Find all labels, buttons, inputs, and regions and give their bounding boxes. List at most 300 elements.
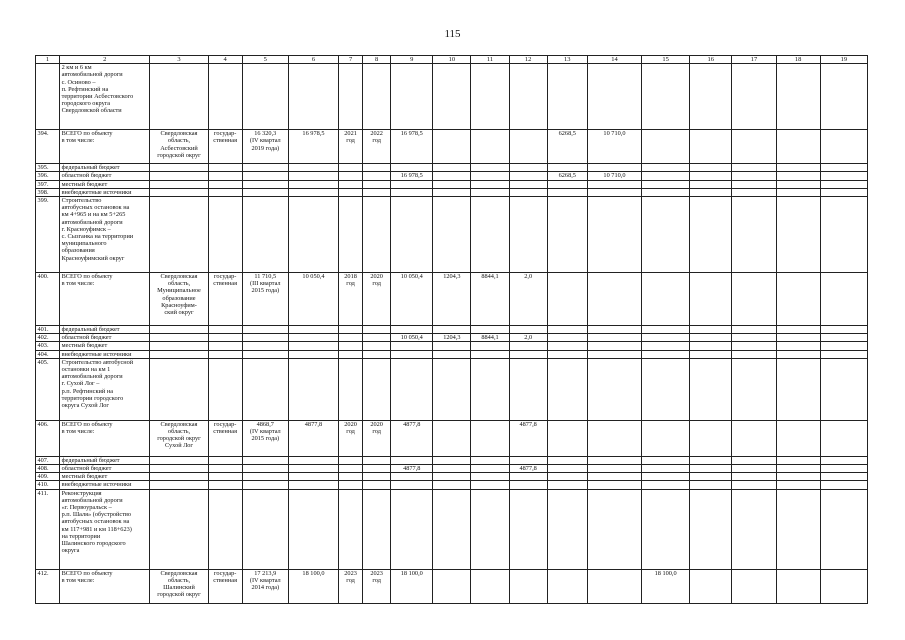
table-cell [820,473,867,481]
table-cell [820,334,867,342]
table-cell [433,130,471,164]
table-cell [587,569,641,603]
column-header: 18 [776,56,820,64]
table-cell: 2021 год [339,130,363,164]
table-cell [642,172,690,180]
table-cell: 6268,5 [547,172,587,180]
column-header: 7 [339,56,363,64]
table-cell [587,465,641,473]
table-cell [433,481,471,489]
table-cell [471,489,509,569]
table-cell [820,456,867,464]
table-cell [391,350,433,358]
column-header: 8 [363,56,391,64]
table-cell [208,481,242,489]
table-cell: 2023 год [339,569,363,603]
table-cell [509,489,547,569]
table-cell [391,180,433,188]
table-cell [288,481,338,489]
table-cell [471,326,509,334]
table-cell [208,326,242,334]
table-cell: государ- ственная [208,420,242,456]
table-cell [363,164,391,172]
row-number-cell: 399. [36,197,60,273]
table-cell [642,358,690,420]
table-cell [208,188,242,196]
table-cell [288,456,338,464]
table-cell [208,197,242,273]
table-cell [150,334,208,342]
table-cell [363,489,391,569]
table-cell [242,334,288,342]
table-cell [642,489,690,569]
table-cell [690,334,732,342]
table-cell [509,350,547,358]
row-number-cell: 407. [36,456,60,464]
table-cell [242,188,288,196]
table-cell [547,350,587,358]
table-cell [509,473,547,481]
description-cell: Строительство автобусных остановок на км 4+965 и на км 5+265 автомобильной дороги г. Красноуфимск – с. Сызганка на территории муниципального образования Красноуфимский округ [60,197,150,273]
table-cell [776,273,820,326]
table-cell: 11 710,5 (III квартал 2015 года) [242,273,288,326]
table-cell [732,130,776,164]
column-header: 16 [690,56,732,64]
table-cell [433,188,471,196]
table-cell [776,489,820,569]
column-header: 1 [36,56,60,64]
table-cell [690,197,732,273]
table-cell [690,420,732,456]
table-cell [587,489,641,569]
table-cell [690,326,732,334]
table-cell [642,188,690,196]
table-cell [363,358,391,420]
table-cell [690,481,732,489]
row-number-cell: 404. [36,350,60,358]
table-cell [471,64,509,130]
table-cell: 8844,1 [471,273,509,326]
table-cell [547,420,587,456]
table-cell [547,164,587,172]
table-cell [471,473,509,481]
table-cell [242,64,288,130]
description-cell: местный бюджет [60,180,150,188]
table-cell [547,273,587,326]
table-cell [509,569,547,603]
table-cell [587,420,641,456]
table-cell [547,481,587,489]
column-header: 10 [433,56,471,64]
column-header: 12 [509,56,547,64]
table-cell [339,334,363,342]
table-cell [471,197,509,273]
table-cell [690,456,732,464]
table-cell: 2020 год [363,420,391,456]
table-cell [288,188,338,196]
table-cell [363,64,391,130]
table-cell [391,358,433,420]
table-cell [471,188,509,196]
table-cell [150,481,208,489]
row-number-cell: 410. [36,481,60,489]
table-cell [732,420,776,456]
investment-table [35,55,868,604]
row-number-cell: 412. [36,569,60,603]
table-cell [509,172,547,180]
table-cell [776,358,820,420]
row-number-cell: 401. [36,326,60,334]
table-cell [776,465,820,473]
description-cell: внебюджетные источники [60,481,150,489]
description-cell: ВСЕГО по объекту в том числе: [60,273,150,326]
table-cell [242,358,288,420]
table-cell [509,164,547,172]
column-header: 11 [471,56,509,64]
table-cell: 2022 год [363,130,391,164]
row-number-cell: 402. [36,334,60,342]
table-cell [690,465,732,473]
table-cell [288,197,338,273]
table-cell: 10 710,0 [587,172,641,180]
table-cell [820,164,867,172]
table-cell [547,489,587,569]
table-cell [433,64,471,130]
table-cell [732,188,776,196]
table-cell: 16 978,5 [391,130,433,164]
table-cell [150,172,208,180]
table-cell [471,456,509,464]
table-cell [587,188,641,196]
table-cell [391,326,433,334]
table-cell [776,350,820,358]
table-cell [820,465,867,473]
table-cell [732,64,776,130]
table-cell: 2023 год [363,569,391,603]
table-cell [150,489,208,569]
table-cell [339,180,363,188]
table-cell [363,188,391,196]
description-cell: ВСЕГО по объекту в том числе: [60,420,150,456]
table-cell [732,465,776,473]
table-cell: 16 320,3 (IV квартал 2019 года) [242,130,288,164]
column-header: 3 [150,56,208,64]
table-cell: 2018 год [339,273,363,326]
row-number-cell: 409. [36,473,60,481]
table-cell [776,130,820,164]
table-cell [242,456,288,464]
table-cell [339,489,363,569]
row-number-cell: 398. [36,188,60,196]
table-cell [471,465,509,473]
table-cell [391,164,433,172]
page-number: 115 [444,28,461,40]
table-cell [547,197,587,273]
table-cell [820,350,867,358]
table-cell [433,172,471,180]
table-cell [587,473,641,481]
table-cell [547,334,587,342]
table-cell [208,465,242,473]
table-cell [433,197,471,273]
table-cell [732,326,776,334]
table-row [36,473,868,481]
description-cell: федеральный бюджет [60,456,150,464]
column-header: 15 [642,56,690,64]
table-cell [433,465,471,473]
table-cell [208,164,242,172]
table-cell [208,456,242,464]
table-cell [150,465,208,473]
table-cell [690,342,732,350]
table-cell [509,64,547,130]
table-cell [150,180,208,188]
description-cell: ВСЕГО по объекту в том числе: [60,569,150,603]
table-cell [642,326,690,334]
table-cell [433,358,471,420]
table-cell [547,180,587,188]
table-cell [150,197,208,273]
table-cell [363,350,391,358]
table-cell [509,456,547,464]
table-cell [363,342,391,350]
table-cell [509,358,547,420]
table-cell [150,358,208,420]
table-cell [242,489,288,569]
table-cell [776,420,820,456]
table-row [36,164,868,172]
table-cell [776,569,820,603]
description-cell: местный бюджет [60,342,150,350]
table-cell [433,420,471,456]
table-cell [363,197,391,273]
description-cell: ВСЕГО по объекту в том числе: [60,130,150,164]
table-cell: 17 213,9 (IV квартал 2014 года) [242,569,288,603]
table-cell [288,465,338,473]
description-cell: областной бюджет [60,334,150,342]
table-cell [776,188,820,196]
description-cell: 2 км и 6 км автомобильной дороги с. Осиново – п. Рефтинский на территории Асбестовского городского округа Свердловской области [60,64,150,130]
column-header: 19 [820,56,867,64]
table-cell [150,164,208,172]
table-cell [288,473,338,481]
table-cell [587,326,641,334]
table-cell [509,197,547,273]
table-cell [547,569,587,603]
table-row [36,197,868,273]
description-cell: областной бюджет [60,172,150,180]
table-cell: 10 050,4 [391,334,433,342]
table-cell [732,481,776,489]
table-row [36,569,868,603]
table-cell [242,465,288,473]
table-cell [339,481,363,489]
table-cell [391,489,433,569]
table-cell [820,489,867,569]
table-cell [509,130,547,164]
table-cell [363,481,391,489]
table-cell [587,180,641,188]
table-row [36,358,868,420]
table-cell [242,473,288,481]
row-number-cell [36,64,60,130]
table-cell [642,197,690,273]
table-cell [642,342,690,350]
description-cell: внебюджетные источники [60,188,150,196]
table-cell: 4877,8 [391,420,433,456]
table-cell [820,197,867,273]
table-cell [776,180,820,188]
table-cell [242,350,288,358]
table-cell [547,188,587,196]
table-cell: 10 050,4 [288,273,338,326]
table-row [36,489,868,569]
table-cell [587,456,641,464]
table-cell [820,326,867,334]
column-header: 4 [208,56,242,64]
table-row [36,326,868,334]
table-cell [433,473,471,481]
table-cell [642,350,690,358]
table-cell [642,481,690,489]
table-cell [776,164,820,172]
table-row [36,481,868,489]
table-cell [363,326,391,334]
table-cell [150,350,208,358]
table-row [36,172,868,180]
table-cell [690,489,732,569]
table-cell [642,164,690,172]
table-cell [242,172,288,180]
table-cell: 2020 год [339,420,363,456]
table-cell [150,188,208,196]
table-cell [776,64,820,130]
table-cell [242,164,288,172]
table-cell [288,489,338,569]
table-cell: 10 710,0 [587,130,641,164]
table-cell: 18 100,0 [391,569,433,603]
table-cell [208,64,242,130]
table-cell [587,197,641,273]
table-cell [820,358,867,420]
table-cell [288,180,338,188]
table-cell [690,172,732,180]
table-cell [690,350,732,358]
table-cell: 8844,1 [471,334,509,342]
table-cell [242,342,288,350]
table-cell [732,350,776,358]
table-cell [433,164,471,172]
table-cell [776,481,820,489]
table-cell [587,164,641,172]
table-cell [433,326,471,334]
row-number-cell: 408. [36,465,60,473]
table-cell [391,197,433,273]
table-cell [642,473,690,481]
table-cell: 1204,3 [433,273,471,326]
table-cell [776,456,820,464]
table-cell: государ- ственная [208,569,242,603]
table-cell [820,481,867,489]
table-cell [732,172,776,180]
table-cell [208,489,242,569]
table-cell [690,273,732,326]
table-cell [820,180,867,188]
table-cell [471,350,509,358]
table-row [36,64,868,130]
table-cell [288,350,338,358]
description-cell: федеральный бюджет [60,164,150,172]
table-cell [642,273,690,326]
table-cell [339,326,363,334]
table-cell [288,358,338,420]
table-cell [820,188,867,196]
table-cell: 2020 год [363,273,391,326]
table-cell [820,569,867,603]
table-cell [820,172,867,180]
table-cell [339,172,363,180]
table-cell [363,180,391,188]
table-row [36,465,868,473]
table-cell: Свердловская область, Муниципальное образование Красноуфим- ский округ [150,273,208,326]
table-cell [288,326,338,334]
table-cell [363,456,391,464]
table-cell [547,456,587,464]
table-cell [391,342,433,350]
table-cell [242,481,288,489]
table-cell [471,130,509,164]
column-header: 5 [242,56,288,64]
table-cell [587,273,641,326]
table-cell [433,342,471,350]
table-row [36,273,868,326]
table-cell [242,180,288,188]
table-cell: 18 100,0 [642,569,690,603]
table-cell: Свердловская область, городской округ Сухой Лог [150,420,208,456]
table-cell [471,569,509,603]
table-cell [288,172,338,180]
table-cell: 4877,8 [288,420,338,456]
table-cell [433,489,471,569]
description-cell: Строительство автобусной остановки на км 1 автомобильной дороги г. Сухой Лог – р.п. Рефтинский на территории городского округа Сухой Лог [60,358,150,420]
row-number-cell: 411. [36,489,60,569]
table-cell [208,350,242,358]
table-cell [776,342,820,350]
table-cell [642,180,690,188]
table-cell [587,342,641,350]
table-cell [509,188,547,196]
table-cell [587,350,641,358]
table-cell [363,473,391,481]
table-cell [642,334,690,342]
table-row [36,180,868,188]
table-cell [642,465,690,473]
table-cell: 6268,5 [547,130,587,164]
table-cell [471,420,509,456]
table-cell [642,130,690,164]
table-cell [339,473,363,481]
table-cell: государ- ственная [208,273,242,326]
table-cell [587,64,641,130]
table-cell [732,197,776,273]
table-cell [690,473,732,481]
table-cell [288,164,338,172]
table-cell [288,64,338,130]
table-cell [509,326,547,334]
table-cell [732,489,776,569]
table-cell [433,350,471,358]
table-row [36,420,868,456]
